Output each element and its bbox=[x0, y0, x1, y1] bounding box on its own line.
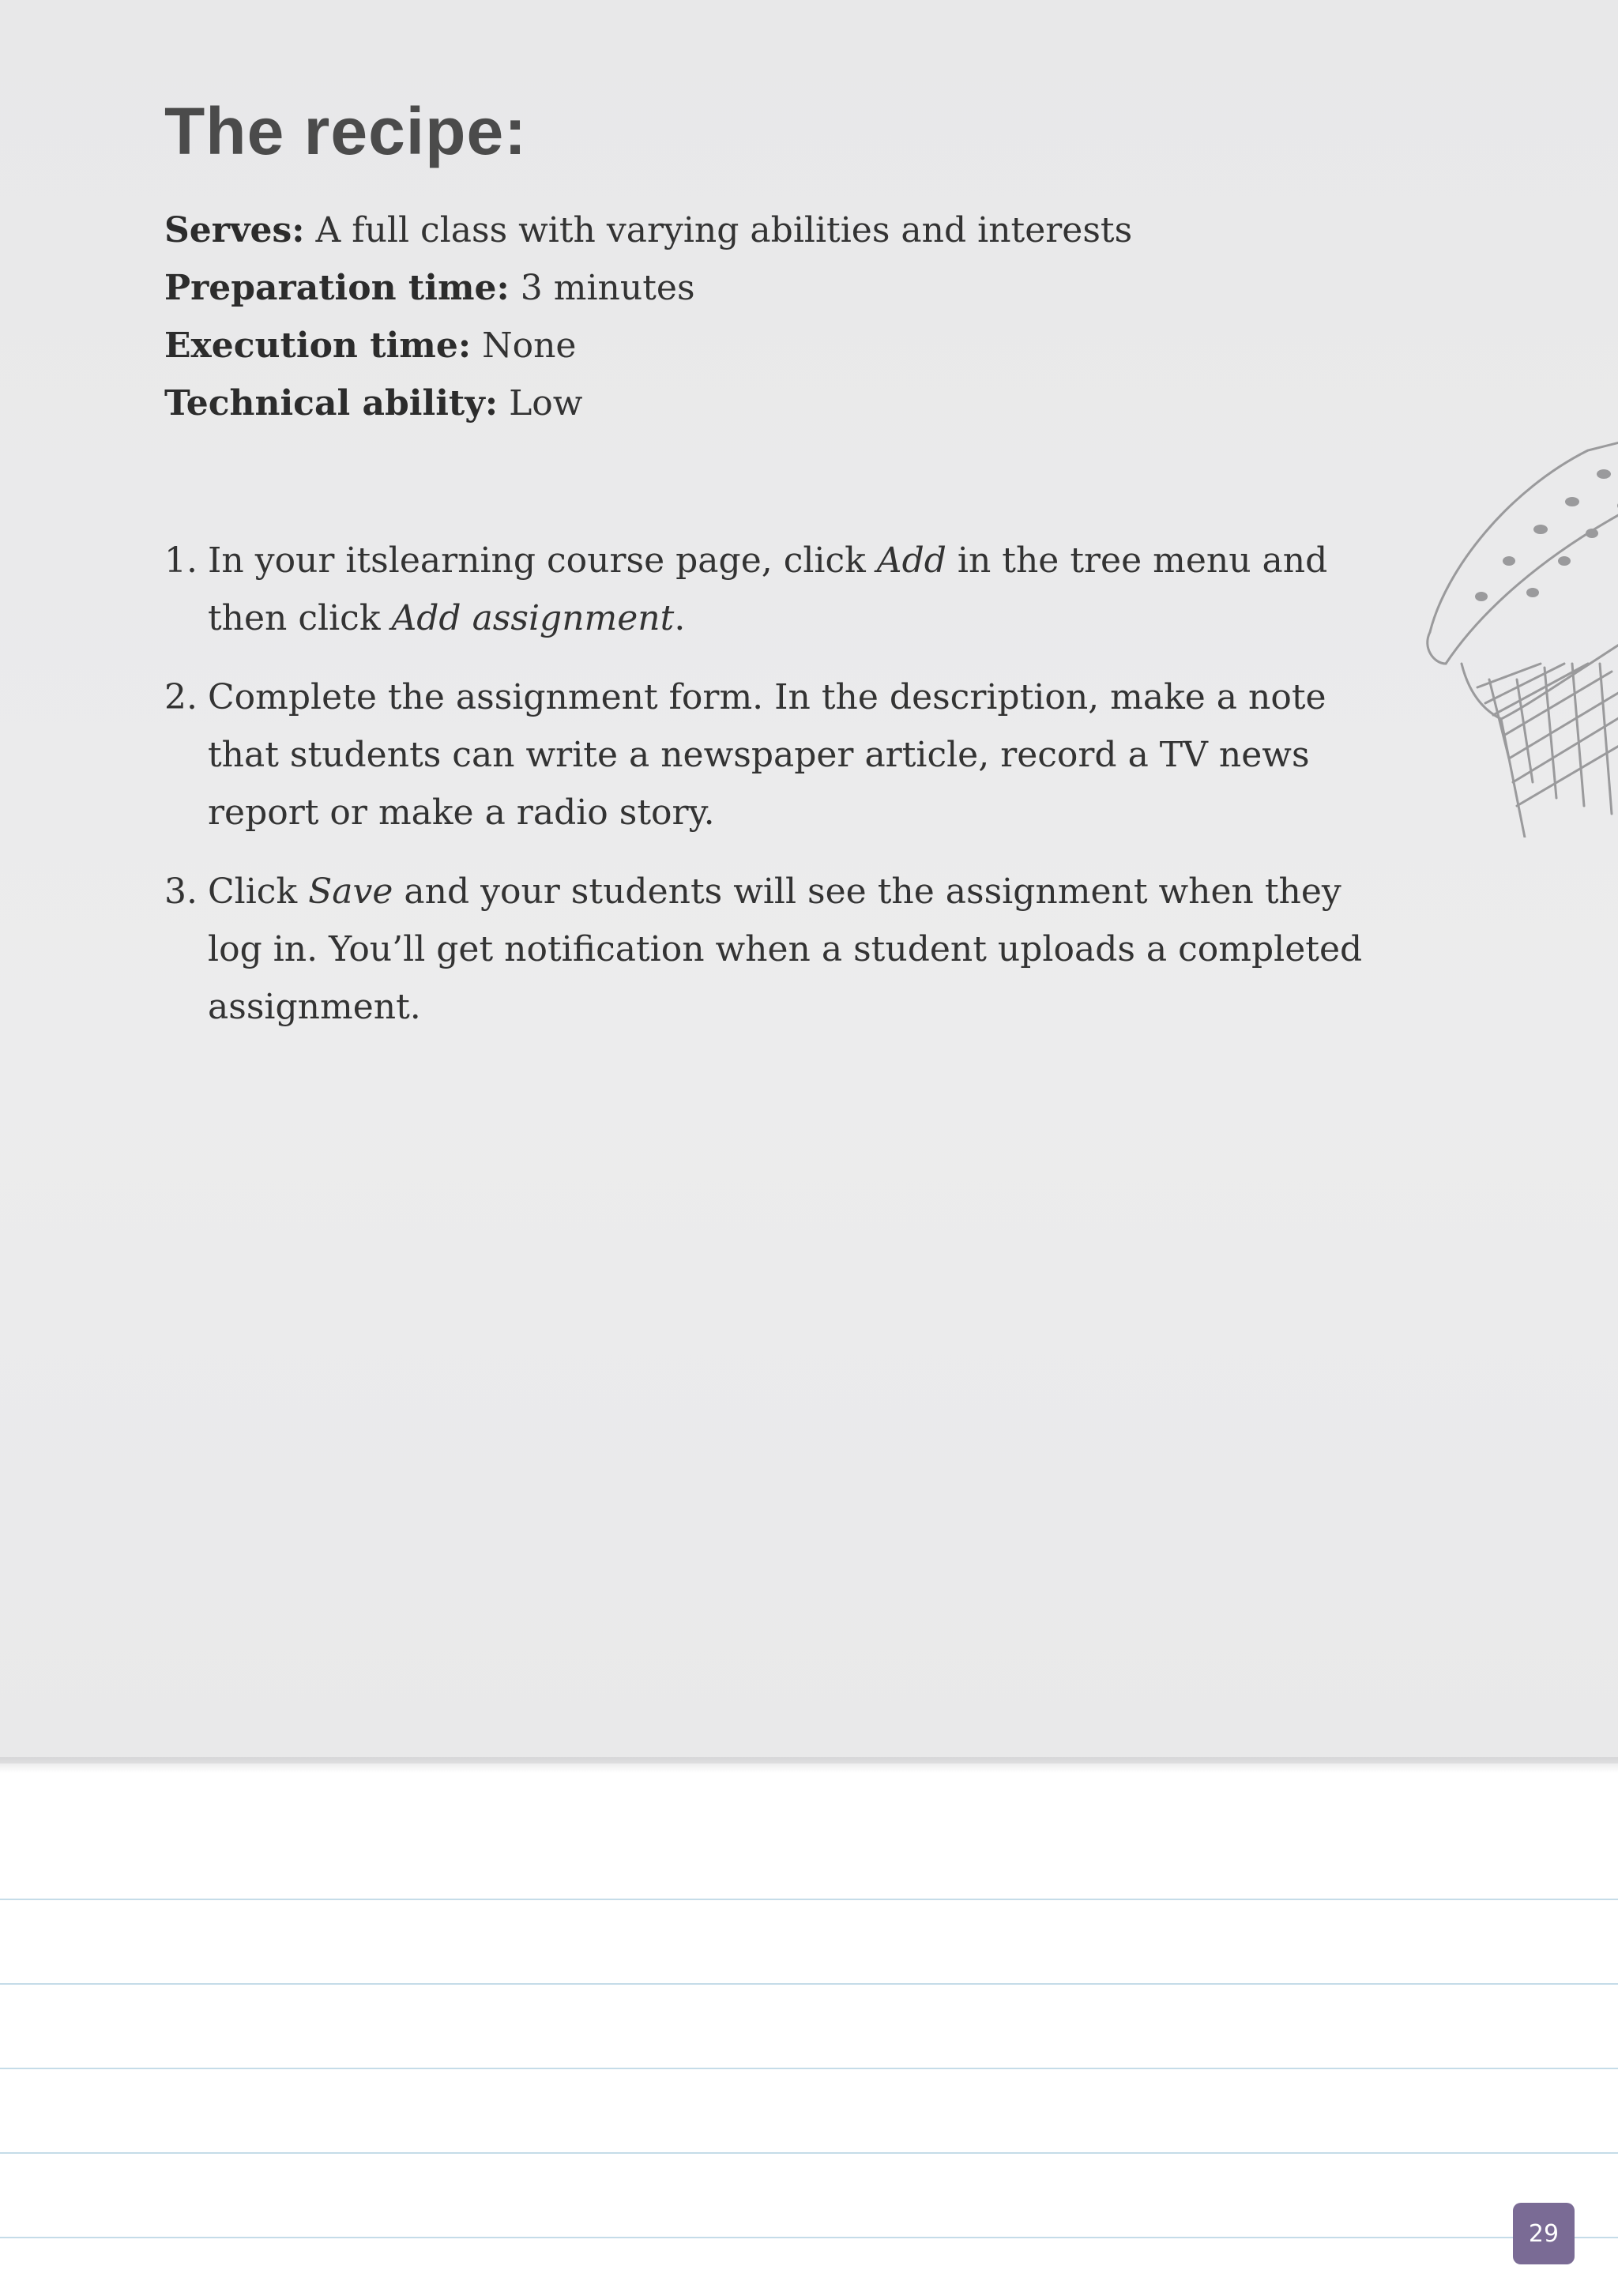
notes-line bbox=[0, 2068, 1618, 2069]
meta-execution-time bbox=[164, 317, 1428, 375]
step-text: in the tree menu and then click bbox=[208, 540, 1328, 638]
step-text: In your itslearning course page, click bbox=[208, 540, 877, 581]
notes-line bbox=[0, 2152, 1618, 2154]
meta-label: Serves: bbox=[164, 210, 305, 250]
step-item bbox=[164, 668, 1397, 841]
meta-label: Preparation time: bbox=[164, 268, 510, 308]
step-text: . bbox=[674, 598, 686, 638]
step-emphasis: Save bbox=[308, 871, 393, 912]
recipe-meta bbox=[164, 201, 1428, 432]
step-emphasis: Add bbox=[876, 540, 946, 581]
meta-value: 3 minutes bbox=[520, 268, 695, 308]
meta-label: Technical ability: bbox=[164, 383, 499, 423]
panel-shadow bbox=[0, 1757, 1618, 1773]
page-number-badge: 29 bbox=[1513, 2203, 1575, 2264]
step-number: 2. bbox=[164, 677, 198, 717]
meta-label: Execution time: bbox=[164, 326, 472, 366]
meta-technical-ability bbox=[164, 375, 1428, 432]
meta-value: None bbox=[482, 326, 577, 366]
notes-line bbox=[0, 2237, 1618, 2238]
meta-value: Low bbox=[509, 383, 583, 423]
meta-serves bbox=[164, 201, 1428, 259]
step-number: 3. bbox=[164, 871, 198, 912]
notes-line bbox=[0, 1983, 1618, 1985]
steps-list bbox=[164, 532, 1397, 1057]
step-text: Click bbox=[208, 871, 309, 912]
notes-line bbox=[0, 1899, 1618, 1900]
step-item bbox=[164, 863, 1397, 1036]
step-item bbox=[164, 532, 1397, 647]
salt-shaker-sketch-icon bbox=[1414, 427, 1618, 837]
meta-value: A full class with varying abilities and interests bbox=[315, 210, 1133, 250]
step-emphasis: Add assignment bbox=[391, 598, 675, 638]
meta-preparation-time bbox=[164, 259, 1428, 317]
step-text: Complete the assignment form. In the description, make a note that students can write a newspaper article, record a TV news report or make a radio story. bbox=[208, 677, 1326, 833]
step-text: and your students will see the assignment when they log in. You’ll get notification when a student uploads a completed assignment. bbox=[208, 871, 1363, 1027]
page-title: The recipe: bbox=[164, 94, 528, 168]
step-number: 1. bbox=[164, 540, 198, 581]
